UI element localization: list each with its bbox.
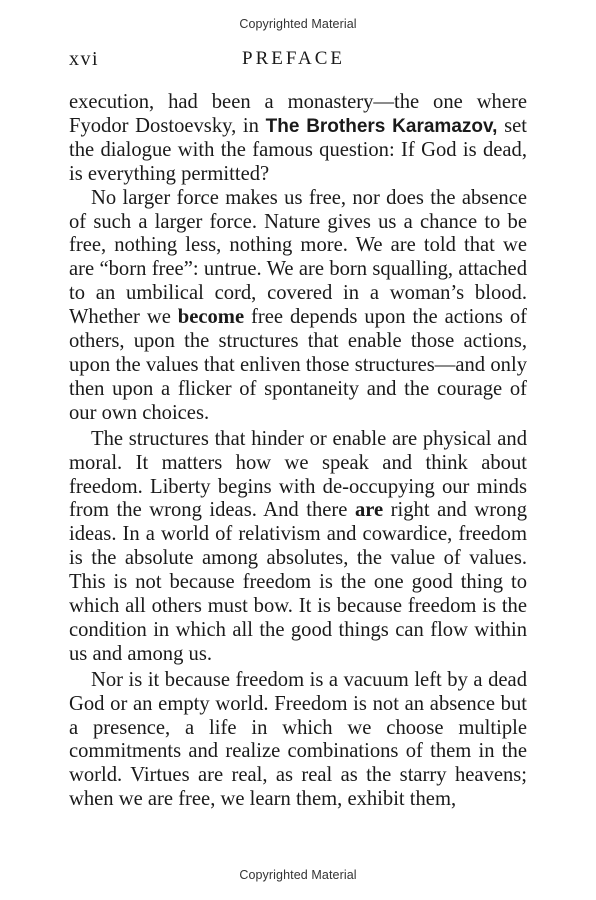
body-text	[69, 91, 527, 812]
copyright-watermark-top: Copyrighted Material	[239, 17, 357, 31]
book-title: The Brothers Karamazov,	[265, 115, 498, 137]
emphasis-word: are	[354, 499, 384, 522]
emphasis-word: become	[177, 306, 245, 329]
text-segment: right and wrong ideas. In a world of relativism and cowardice, freedom is the absolute among absolutes, the value of values. This is not because freedom is the one good thing to which all others must bow. It is because freedom is the condition in which all the good things can flow within us and among us.	[69, 499, 527, 665]
text-segment: No larger force makes us free, nor does the absence of such a larger force. Nature gives us a chance to be free, nothing less, nothing more. We are told that we are “born free”: untrue. We are born squalling, attached to an umbilical cord, covered in a woman’s blood. Whether we	[69, 186, 527, 329]
text-segment: execution, had been a monastery—the one where Fyodor Dostoevsky, in	[69, 91, 527, 137]
paragraph-4	[69, 669, 527, 812]
page-number: xvi	[69, 48, 100, 70]
paragraph-2	[69, 187, 527, 426]
text-segment: free depends upon the actions of others, upon the structures that enable those actions, upon the values that enliven those structures—and only then upon a flicker of spontaneity and the courage of our own choices.	[69, 306, 527, 424]
text-segment: Nor is it because freedom is a vacuum left by a dead God or an empty world. Freedom is not an absence but a presence, a life in which we choose multiple commitments and realize combinations of them in the world. Virtues are real, as real as the starry heavens; when we are free, we learn them, exhibit them,	[69, 668, 527, 811]
copyright-watermark-bottom: Copyrighted Material	[239, 868, 357, 882]
paragraph-1	[69, 91, 527, 187]
text-segment: set the dialogue with the famous question: If God is dead, is everything permitted?	[69, 114, 527, 185]
page-header	[69, 48, 527, 72]
paragraph-3	[69, 428, 527, 667]
running-head: PREFACE	[242, 48, 346, 69]
text-segment: The structures that hinder or enable are physical and moral. It matters how we speak and think about freedom. Liberty begins with de-occupying our minds from the wrong ideas. And there	[69, 427, 527, 522]
